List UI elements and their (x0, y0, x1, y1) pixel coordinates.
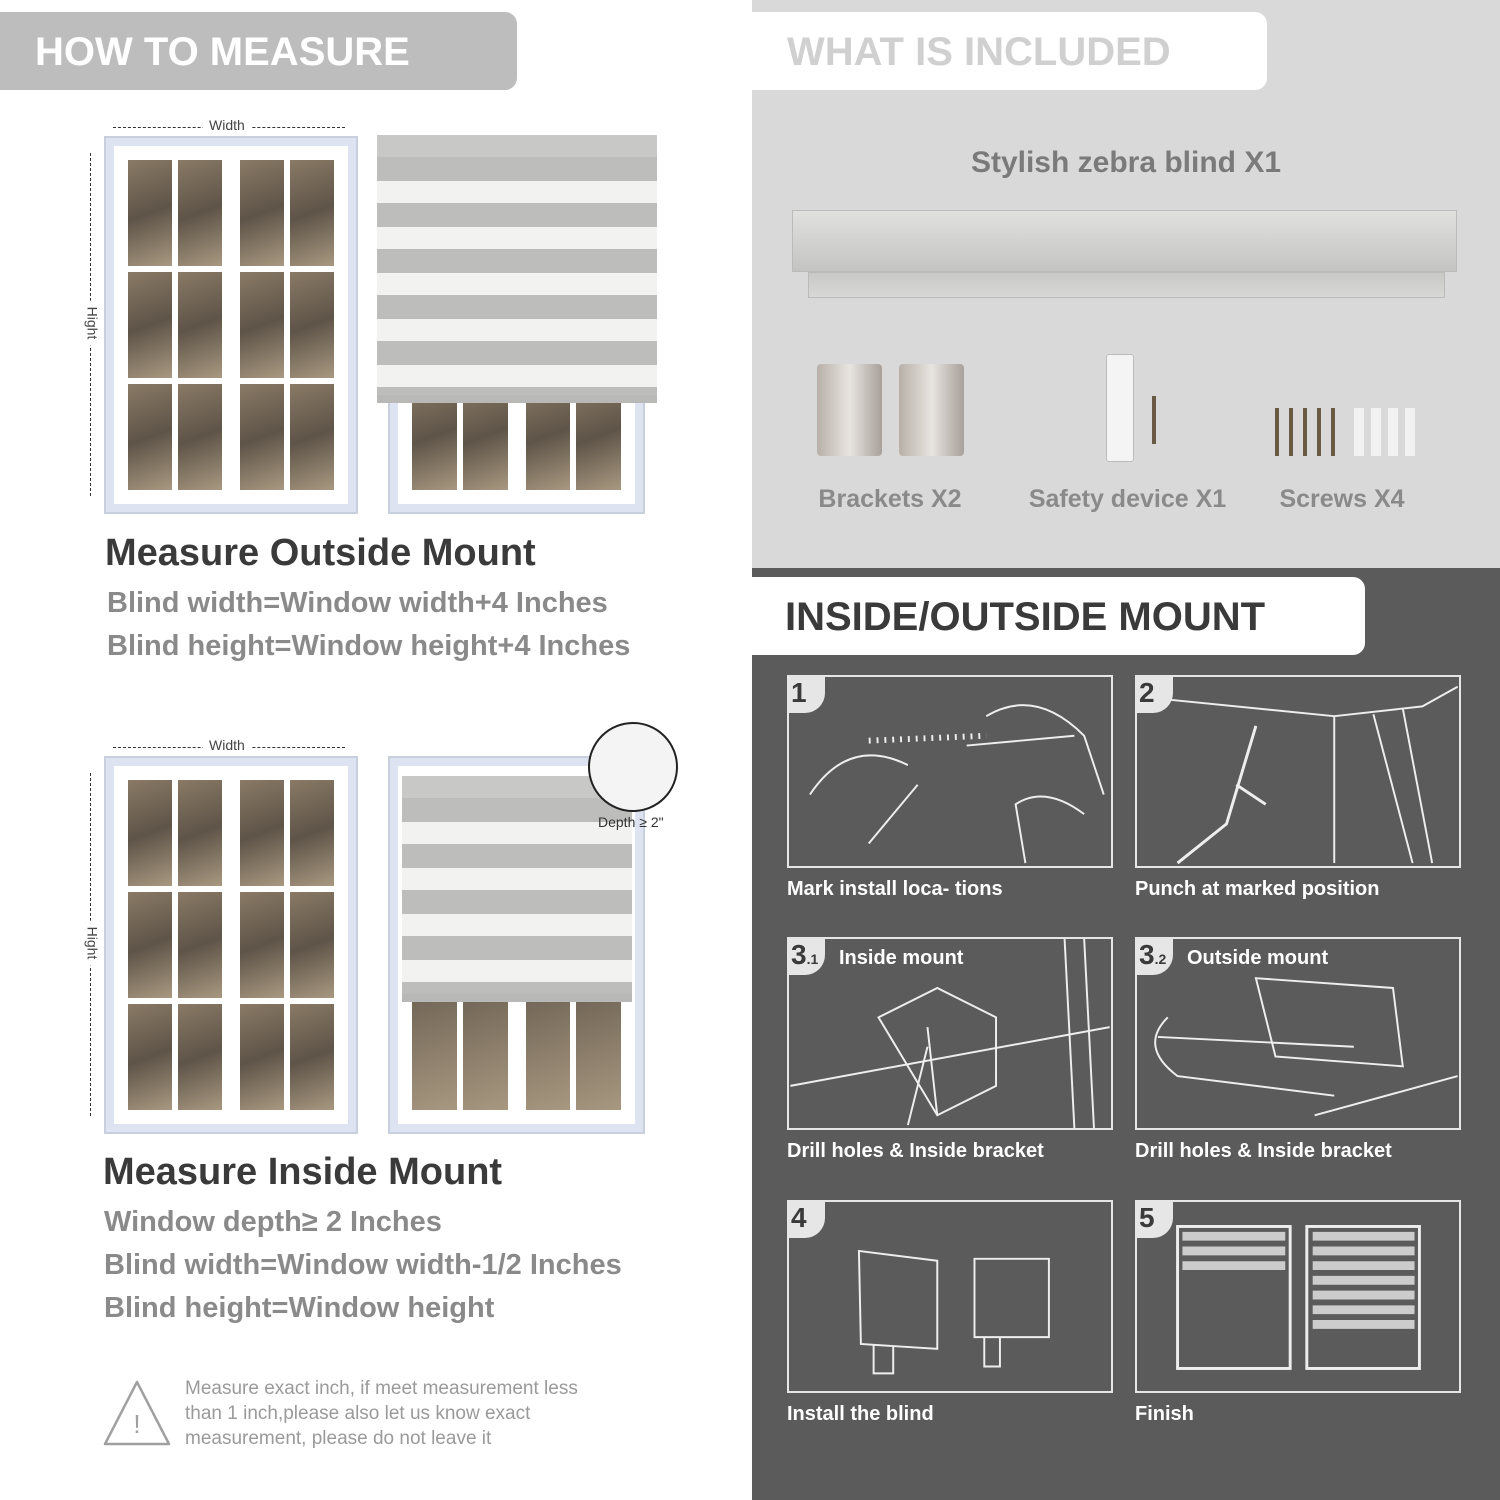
step-number-text: 2 (1139, 677, 1155, 708)
step-illustration (1137, 1202, 1459, 1391)
inside-rule: Blind height=Window height (104, 1292, 495, 1324)
screw-image (1152, 396, 1156, 444)
step-card-6 (1135, 1200, 1461, 1393)
mount-header: INSIDE/OUTSIDE MOUNT (752, 577, 1365, 655)
step-caption: Install the blind (787, 1403, 934, 1425)
warning-text: measurement, please do not leave it (185, 1428, 492, 1449)
step-card-2 (1135, 675, 1461, 868)
step-card-1 (787, 675, 1113, 868)
width-label: Width (203, 117, 251, 133)
svg-text:!: ! (133, 1409, 141, 1439)
step-illustration (1137, 677, 1459, 866)
zebra-blind-image (402, 776, 632, 1002)
main-item-label: Stylish zebra blind X1 (970, 146, 1282, 179)
step-caption: Drill holes & Inside bracket (1135, 1140, 1392, 1162)
step-caption: Drill holes & Inside bracket (787, 1140, 1044, 1162)
step-illustration (789, 1202, 1111, 1391)
step-number-text: 1 (791, 677, 807, 708)
included-header: WHAT IS INCLUDED (752, 12, 1267, 90)
screws-image (1275, 408, 1337, 456)
step-number-sub: .2 (1154, 951, 1167, 967)
height-label: Hight (84, 921, 100, 966)
step-card-3 (787, 937, 1113, 1130)
window-image (106, 758, 356, 1132)
safety-device-image (1106, 354, 1134, 462)
inside-rule: Blind width=Window width-1/2 Inches (104, 1249, 622, 1281)
step-card-4 (1135, 937, 1461, 1130)
depth-magnifier (588, 722, 678, 812)
width-label: Width (203, 737, 251, 753)
step-number-text: 3 (1139, 939, 1155, 970)
window-image (106, 138, 356, 512)
warning-text: Measure exact inch, if meet measurement less (185, 1378, 578, 1399)
warning-text: than 1 inch,please also let us know exact (185, 1403, 531, 1424)
step-number-sub: .1 (806, 951, 819, 967)
depth-label: Depth ≥ 2" (598, 814, 664, 830)
outside-rule: Blind width=Window width+4 Inches (107, 587, 608, 619)
inside-mount-diagram (0, 730, 700, 1150)
brackets-label: Brackets X2 (818, 485, 962, 513)
how-to-measure-header: HOW TO MEASURE (0, 12, 517, 90)
inside-mount-title: Measure Inside Mount (103, 1151, 503, 1193)
step-card-5 (787, 1200, 1113, 1393)
warning-triangle-icon (102, 1378, 172, 1448)
outside-mount-diagram (0, 110, 700, 530)
step-caption: Punch at marked position (1135, 878, 1380, 900)
zebra-blind-image (377, 135, 657, 403)
step-illustration (789, 677, 1111, 866)
step-number-text: 5 (1139, 1202, 1155, 1233)
headrail-image (792, 210, 1457, 272)
screws-label: Screws X4 (1279, 485, 1405, 513)
bracket-image (899, 364, 964, 456)
anchors-image (1354, 408, 1420, 456)
inside-rule: Window depth≥ 2 Inches (104, 1206, 442, 1238)
step-number-text: 4 (791, 1202, 807, 1233)
bracket-image (817, 364, 882, 456)
step-caption: Finish (1135, 1403, 1194, 1425)
safety-device-label: Safety device X1 (1028, 485, 1227, 513)
outside-mount-title: Measure Outside Mount (105, 532, 536, 574)
outside-rule: Blind height=Window height+4 Inches (107, 630, 631, 662)
step-caption: Mark install loca- tions (787, 878, 1003, 900)
step-title: Inside mount (839, 947, 964, 969)
step-number-text: 3 (791, 939, 807, 970)
step-title: Outside mount (1187, 947, 1329, 969)
height-label: Hight (84, 301, 100, 346)
